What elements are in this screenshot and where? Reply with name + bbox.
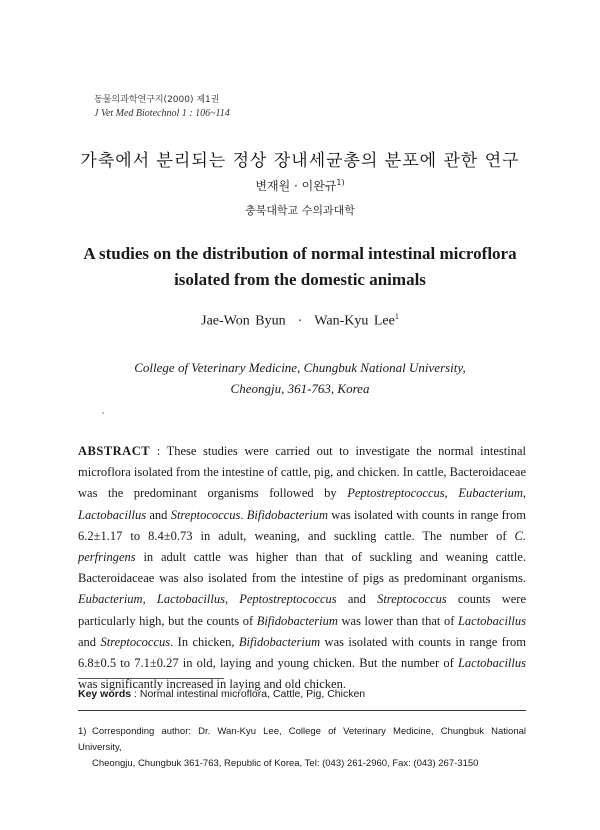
abstract-text-run: , xyxy=(142,592,157,607)
abstract-text-run: . In chicken, xyxy=(170,634,239,649)
abstract-taxon-name: Bifidobacterium xyxy=(238,634,321,649)
abstract-separator: : xyxy=(150,444,167,458)
author-second-footnote-mark: 1 xyxy=(394,312,399,321)
abstract-taxon-name: Bifidobacterium xyxy=(256,613,338,628)
footnote-mark: 1) xyxy=(78,726,87,737)
abstract-text-run: . xyxy=(240,507,247,522)
footnote-line2: Cheongju, Chungbuk 361-763, Republic of Korea, Tel: (043) 261-2960, Fax: (043) 267-3150 xyxy=(92,758,479,769)
abstract-text-run: , xyxy=(444,486,459,501)
corresponding-author-footnote xyxy=(78,724,526,772)
abstract-divider xyxy=(78,678,224,679)
abstract-taxon-name: Lactobacillus xyxy=(156,592,225,607)
abstract-taxon-name: Lactobacillus xyxy=(457,613,526,628)
keywords-separator: : xyxy=(131,688,140,700)
footnote-line1 xyxy=(78,724,526,756)
abstract-text-run: and xyxy=(336,592,378,607)
paper-title-english: A studies on the distribution of normal intestinal microflora isolated from the domestic animals xyxy=(83,244,517,289)
abstract-text-run: was lower than that of xyxy=(337,613,458,628)
author-first: Jae-Won Byun xyxy=(201,313,286,329)
abstract-text-run: was significantly increased in laying and old chicken. xyxy=(78,677,346,692)
abstract-text-run: in adult cattle was higher than that of suckling and weaning cattle. Bacteroidaceae was also isolated from the intestine of pigs as predominant organisms. xyxy=(78,550,526,586)
authors-english xyxy=(0,312,600,330)
abstract-text-run: was isolated with counts in range from 6.2±1.17 to 8.4±0.73 in adult, weaning, and suckling cattle. The number of xyxy=(78,507,526,543)
abstract-text-run: and xyxy=(146,507,171,522)
journal-citation-english: J Vet Med Biotechnol 1 : 106~114 xyxy=(94,108,230,119)
scan-speck xyxy=(102,412,104,414)
abstract-body xyxy=(78,444,526,691)
keywords-text: Normal intestinal microflora, Cattle, Pig, Chicken xyxy=(139,688,366,700)
abstract xyxy=(78,441,526,695)
abstract-taxon-name: Eubacterium xyxy=(458,486,523,501)
abstract-text-run: These studies were carried out to investigate the normal intestinal microflora isolated from the intestine of cattle, pig, and chicken. In cattle, Bacteroidaceae was the predominant organisms followed by xyxy=(78,444,526,501)
abstract-text-run: and xyxy=(78,634,101,649)
abstract-text-run: counts were particularly high, but the counts of xyxy=(78,592,526,628)
footnote-line1-text: Corresponding author: Dr. Wan-Kyu Lee, College of Veterinary Medicine, Chungbuk National University, xyxy=(78,726,526,753)
authors-korean xyxy=(0,177,600,194)
abstract-text-run: was isolated with counts in range from 6.8±0.5 to 7.1±0.27 in old, laying and young chicken. But the number of xyxy=(78,634,526,671)
abstract-taxon-name: C. perfringens xyxy=(78,528,526,565)
keywords xyxy=(78,688,526,700)
abstract-taxon-name: Eubacterium xyxy=(78,592,143,607)
abstract-taxon-name: Lactobacillus xyxy=(78,507,147,522)
footnote-divider xyxy=(78,710,526,711)
abstract-taxon-name: Streptococcus xyxy=(377,592,447,607)
abstract-taxon-name: Streptococcus xyxy=(170,507,241,522)
affiliation-korean: 충북대학교 수의과대학 xyxy=(245,204,355,217)
abstract-taxon-name: Bifidobacterium xyxy=(246,507,329,522)
authors-korean-names: 변재원 · 이완규 xyxy=(255,179,337,193)
affiliation-english xyxy=(0,357,600,399)
abstract-label: ABSTRACT xyxy=(78,444,151,458)
author-separator: · xyxy=(297,313,303,329)
authors-korean-footnote-mark: 1) xyxy=(336,178,345,187)
keywords-label: Key words xyxy=(78,688,132,700)
paper-title-korean: 가축에서 분리되는 정상 장내세균총의 분포에 관한 연구 xyxy=(80,151,520,171)
abstract-taxon-name: Peptostreptococcus xyxy=(347,486,445,501)
abstract-text-run: , xyxy=(522,486,527,501)
abstract-taxon-name: Lactobacillus xyxy=(457,656,526,671)
abstract-taxon-name: Streptococcus xyxy=(100,634,171,649)
journal-citation-korean: 동물의과학연구지(2000) 제1권 xyxy=(94,95,220,105)
affiliation-english-line1: College of Veterinary Medicine, Chungbuk National University, xyxy=(134,360,466,375)
affiliation-english-line2: Cheongju, 361-763, Korea xyxy=(230,381,370,396)
abstract-taxon-name: Peptostreptococcus xyxy=(239,592,337,607)
author-second: Wan-Kyu Lee xyxy=(314,313,395,329)
abstract-text-run: , xyxy=(224,592,240,607)
